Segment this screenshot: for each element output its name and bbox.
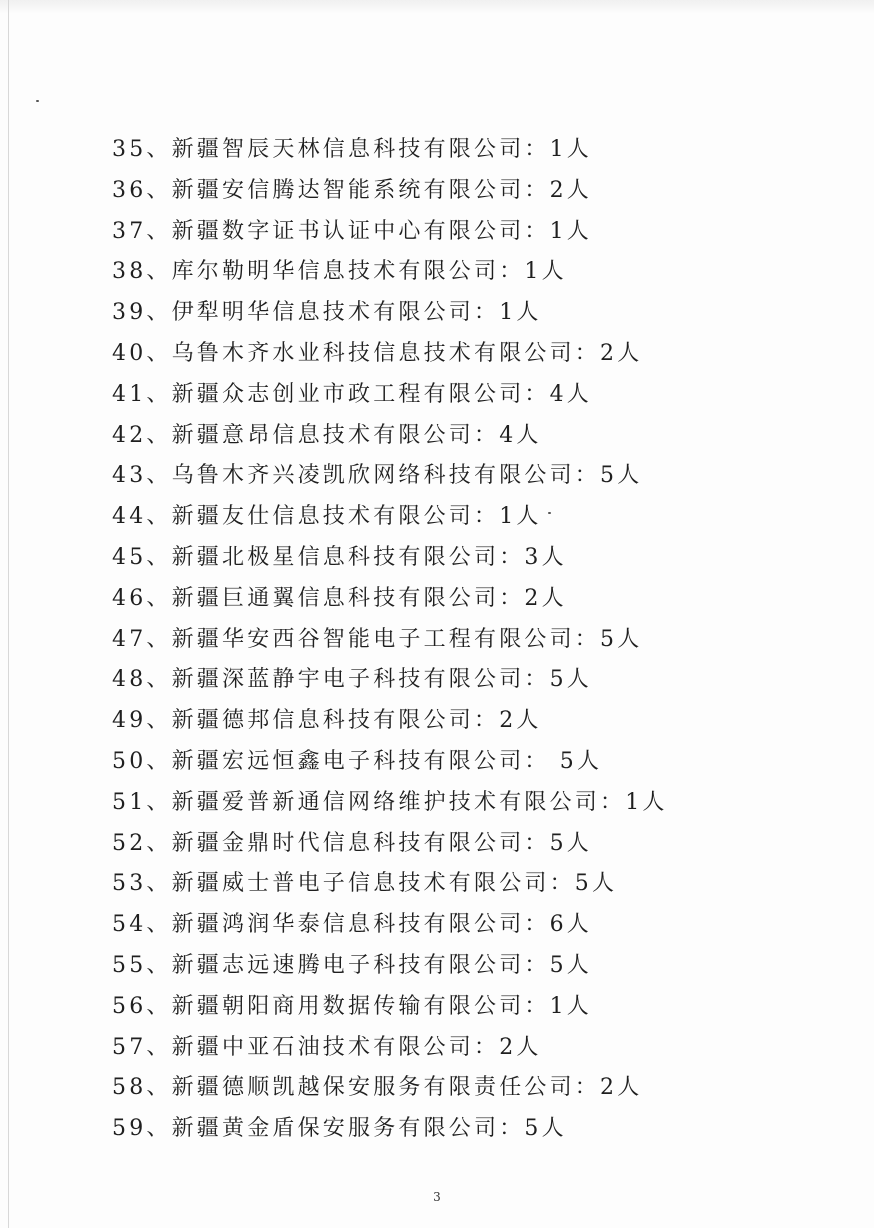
list-item: 41、新疆众志创业市政工程有限公司：4人 xyxy=(112,381,592,407)
list-item: 54、新疆鸿润华泰信息科技有限公司：6人 xyxy=(112,912,592,938)
list-item: 53、新疆威士普电子信息技术有限公司：5人 xyxy=(112,871,618,897)
list-item: 38、库尔勒明华信息技术有限公司：1人 xyxy=(112,259,567,285)
scan-speck xyxy=(36,100,39,102)
list-item: 46、新疆巨通翼信息科技有限公司：2人 xyxy=(112,585,567,611)
list-item: 50、新疆宏远恒鑫电子科技有限公司： 5人 xyxy=(112,748,603,774)
list-item: 47、新疆华安西谷智能电子工程有限公司：5人 xyxy=(112,626,643,652)
list-item: 52、新疆金鼎时代信息科技有限公司：5人 xyxy=(112,830,592,856)
scan-shadow-top xyxy=(0,0,874,14)
list-item: 48、新疆深蓝静宇电子科技有限公司：5人 xyxy=(112,667,592,693)
company-list xyxy=(112,130,668,1150)
list-item: 45、新疆北极星信息科技有限公司：3人 xyxy=(112,544,567,570)
list-item: 43、乌鲁木齐兴凌凯欣网络科技有限公司：5人 xyxy=(112,463,643,489)
list-item: 56、新疆朝阳商用数据传输有限公司：1人 xyxy=(112,993,592,1019)
list-item: 51、新疆爱普新通信网络维护技术有限公司：1人 xyxy=(112,789,668,815)
list-item: 58、新疆德顺凯越保安服务有限责任公司：2人 xyxy=(112,1075,643,1101)
list-item: 37、新疆数字证书认证中心有限公司：1人 xyxy=(112,218,592,244)
list-item: 55、新疆志远速腾电子科技有限公司：5人 xyxy=(112,952,592,978)
list-item: 42、新疆意昂信息技术有限公司：4人 xyxy=(112,422,542,448)
scan-shadow-left xyxy=(8,0,9,1228)
list-item: 36、新疆安信腾达智能系统有限公司：2人 xyxy=(112,177,592,203)
list-item: 35、新疆智辰天林信息科技有限公司：1人 xyxy=(112,137,592,162)
list-item: 57、新疆中亚石油技术有限公司：2人 xyxy=(112,1034,542,1060)
list-item: 40、乌鲁木齐水业科技信息技术有限公司：2人 xyxy=(112,340,643,366)
list-item: 49、新疆德邦信息科技有限公司：2人 xyxy=(112,708,542,734)
page-number: 3 xyxy=(433,1190,441,1204)
list-item: 39、伊犁明华信息技术有限公司：1人 xyxy=(112,300,542,326)
list-item: 44、新疆友仕信息技术有限公司：1人 xyxy=(112,504,542,530)
list-item: 59、新疆黄金盾保安服务有限公司：5人 xyxy=(112,1116,567,1142)
